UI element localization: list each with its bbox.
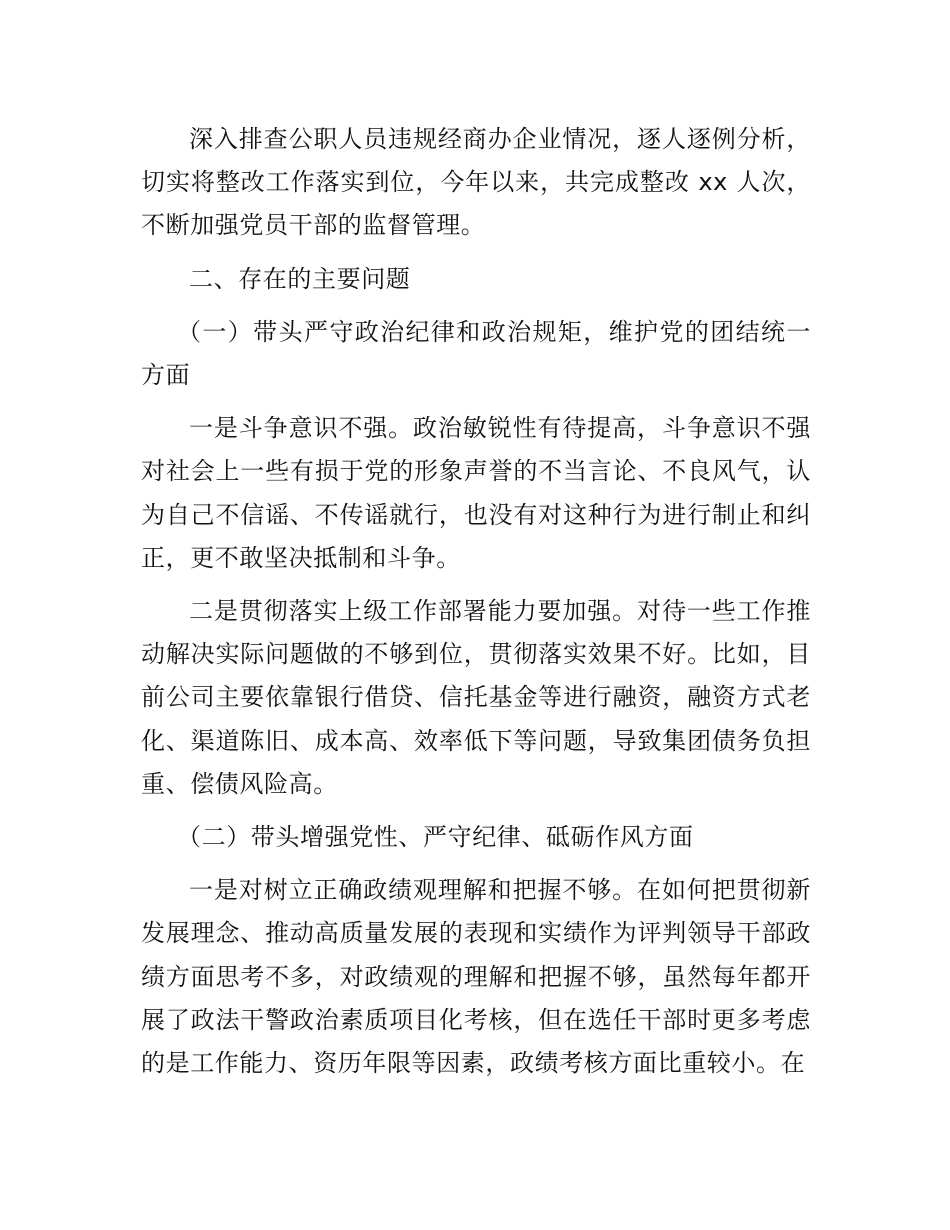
paragraph-performance-view: 一是对树立正确政绩观理解和把握不够。在如何把贯彻新发展理念、推动高质量发展的表现和实绩作为评判领导干部政绩方面思考不多，对政绩观的理解和把握不够，虽然每年都开展了政法干警政治素质项目化考核，但在选任干部时更多考虑的是工作能力、资历年限等因素，政绩考核方面比重较小。在: [141, 876, 811, 1078]
subsection-heading-1: （一）带头严守政治纪律和政治规矩，维护党的团结统一方面: [141, 317, 811, 390]
subsection-heading-2: （二）带头增强党性、严守纪律、砥砺作风方面: [177, 823, 694, 852]
section-heading-main-problems: 二、存在的主要问题: [189, 264, 411, 293]
paragraph-struggle-awareness: 一是斗争意识不强。政治敏锐性有待提高，斗争意识不强对社会上一些有损于党的形象声誉的不当言论、不良风气，认为自己不信谣、不传谣就行，也没有对这种行为进行制止和纠正，更不敢坚决抵制和斗争。: [141, 414, 811, 572]
paragraph-implementation-ability: 二是贯彻落实上级工作部署能力要加强。对待一些工作推动解决实际问题做的不够到位，贯彻落实效果不好。比如，目前公司主要依靠银行借贷、信托基金等进行融资，融资方式老化、渠道陈旧、成本高、效率低下等问题，导致集团债务负担重、偿债风险高。: [141, 597, 811, 798]
document-body: [141, 118, 811, 1085]
paragraph-rectification: 深入排查公职人员违规经商办企业情况，逐人逐例分析，切实将整改工作落实到位，今年以来，共完成整改 xx 人次，不断加强党员干部的监督管理。: [141, 125, 811, 240]
